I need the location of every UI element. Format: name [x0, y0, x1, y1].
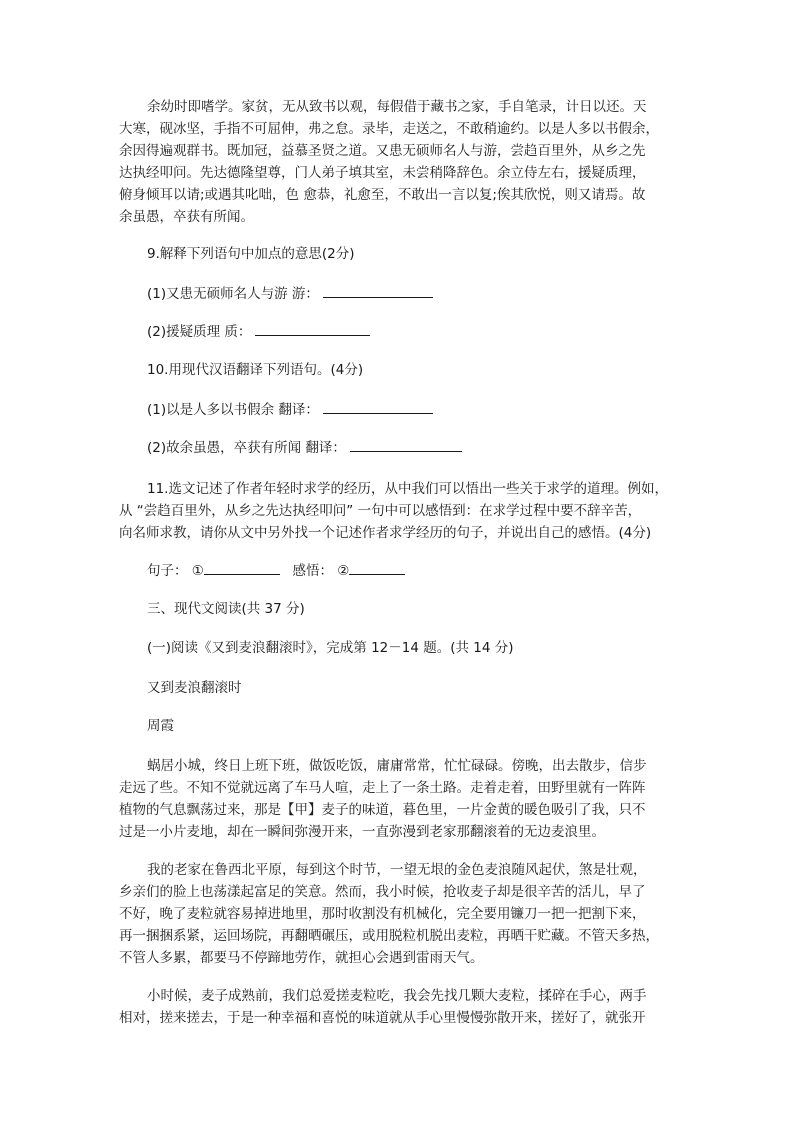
passage1-line: 大寒，砚冰坚，手指不可屈伸，弗之怠。录毕，走送之，不敢稍逾约。以是人多以书假余， [119, 121, 659, 137]
passage2-line: 乡亲们的脸上也荡漾起富足的笑意。然而，我小时候，抢收麦子却是很辛苦的活儿，早了 [119, 884, 646, 900]
section-heading: 三、现代文阅读(共 37 分) [147, 601, 305, 617]
q11-line: 向名师求教，请你从文中另外找一个记述作者求学经历的句子，并说出自己的感悟。(4分) [119, 525, 652, 541]
q11-line: 从 “尝趋百里外，从乡之先达执经叩问” 一句中可以感悟到：在求学过程中要不辞辛苦， [119, 503, 642, 519]
q11-answer-row [147, 560, 707, 582]
passage2-line: 我的老家在鲁西北平原，每到这个时节，一望无垠的金色麦浪随风起伏，煞是壮观， [147, 862, 647, 878]
q9-item-1-text: (1)又患无硕师名人与游 游： [147, 286, 319, 302]
passage2-line: 不好，晚了麦粒就容易掉进地里，那时收割没有机械化，完全要用镰刀一把一把割下来， [119, 906, 646, 922]
sentence-label: 句子： [147, 563, 188, 579]
passage2-line: 蜗居小城，终日上班下班，做饭吃饭，庸庸常常，忙忙碌碌。傍晚，出去散步，信步 [147, 758, 647, 774]
q9-item-1 [147, 283, 707, 305]
passage1-line: 余幼时即嗜学。家贫，无从致书以观，每假借于藏书之家，手自笔录，计日以还。天 [147, 99, 647, 115]
feeling-answer-blank[interactable] [349, 560, 405, 575]
q10-item-1-text: (1)以是人多以书假余 翻译： [147, 402, 319, 418]
q10-item-2-text: (2)故余虽愚，卒获有所闻 翻译： [147, 440, 346, 456]
passage2-line: 走远了些。不知不觉就远离了车马人喧，走上了一条土路。走着走着，田野里就有一阵阵 [119, 780, 646, 796]
answer-blank[interactable] [255, 321, 370, 336]
sentence-answer-blank[interactable] [204, 560, 280, 575]
passage2-line: 相对，搓来搓去，于是一种幸福和喜悦的味道就从手心里慢慢弥散开来，搓好了，就张开 [119, 1010, 646, 1026]
q10-item-1 [147, 399, 707, 421]
article-title: 又到麦浪翻滚时 [147, 680, 242, 696]
feeling-label: 感悟： [292, 563, 333, 579]
feeling-number: ② [337, 563, 350, 579]
answer-blank[interactable] [323, 283, 433, 298]
sentence-number: ① [191, 563, 204, 579]
q10-item-2 [147, 437, 707, 459]
passage2-line: 植物的气息飘荡过来，那是【甲】麦子的味道，暮色里，一片金黄的暖色吸引了我，只不 [119, 802, 646, 818]
q10-title: 10.用现代汉语翻译下列语句。(4分) [147, 362, 364, 378]
passage1-line: 余因得遍观群书。既加冠，益慕圣贤之道。又患无硕师名人与游，尝趋百里外，从乡之先 [119, 143, 646, 159]
answer-blank[interactable] [350, 437, 462, 452]
answer-blank[interactable] [323, 399, 433, 414]
passage2-line: 不管人多累，都要马不停蹄地劳作，就担心会遇到雷雨天气。 [119, 950, 484, 966]
q9-item-2 [147, 321, 707, 343]
section-sub-heading: (一)阅读《又到麦浪翻滚时》，完成第 12－14 题。(共 14 分) [147, 640, 514, 656]
passage2-line: 过是一小片麦地，却在一瞬间弥漫开来，一直弥漫到老家那翻滚着的无边麦浪里。 [119, 824, 605, 840]
q9-title: 9.解释下列语句中加点的意思(2分) [147, 246, 355, 262]
passage1-line: 达执经叩问。先达德隆望尊，门人弟子填其室，未尝稍降辞色。余立侍左右，援疑质理， [119, 165, 646, 181]
passage2-line: 再一捆捆系紧，运回场院，再翻晒碾压，或用脱粒机脱出麦粒，再晒干贮藏。不管天多热， [119, 928, 659, 944]
article-author: 周霞 [147, 718, 174, 734]
passage1-line: 余虽愚，卒获有所闻。 [119, 209, 254, 225]
passage2-line: 小时候，麦子成熟前，我们总爱搓麦粒吃，我会先找几颗大麦粒，揉碎在手心，两手 [147, 988, 647, 1004]
passage1-line: 俯身倾耳以请;或遇其叱咄，色 愈恭，礼愈至，不敢出一言以复;俟其欣悦，则又请焉。故 [119, 187, 646, 203]
q11-line: 11.选文记述了作者年轻时求学的经历，从中我们可以悟出一些关于求学的道理。例如， [147, 481, 668, 497]
q9-item-2-text: (2)援疑质理 质： [147, 324, 252, 340]
